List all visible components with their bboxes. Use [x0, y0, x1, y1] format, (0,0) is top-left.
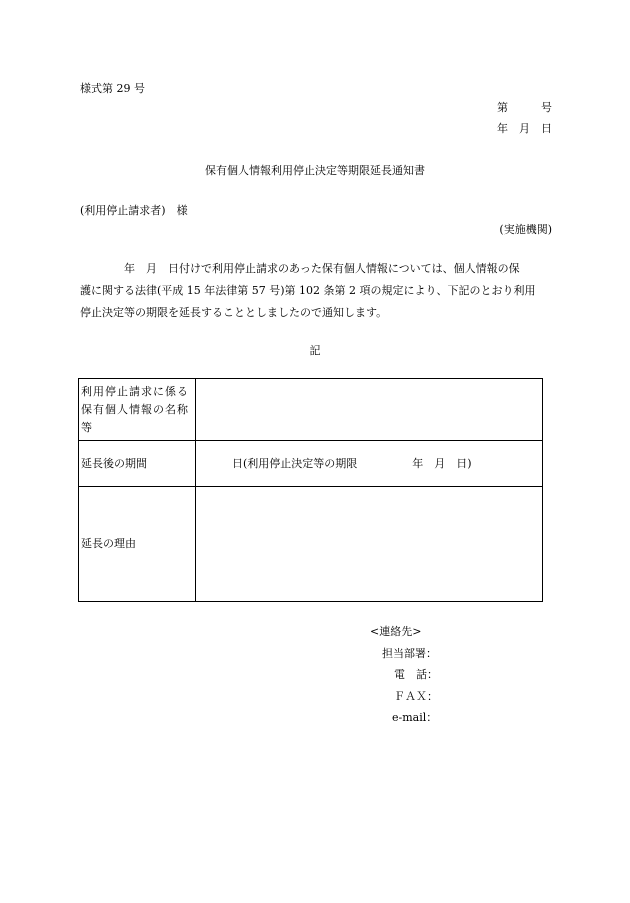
addressee: (利用停止請求者) 様	[80, 204, 188, 217]
issuing-agency: (実施機関)	[499, 223, 552, 236]
table-row	[79, 487, 543, 602]
contact-phone: 電 話：	[394, 668, 438, 681]
label-line: 利用停止請求に係る	[81, 384, 189, 398]
details-table	[78, 378, 543, 602]
extension-reason-label: 延長の理由	[79, 487, 196, 602]
contact-department: 担当部署：	[382, 647, 437, 660]
request-item-value	[196, 379, 543, 441]
contact-fax: ＦＡＸ：	[394, 690, 438, 703]
issue-date: 年 月 日	[497, 122, 552, 135]
body-line: 年 月 日付けで利用停止請求のあった保有個人情報については、個人情報の保	[124, 262, 520, 275]
body-line: 護に関する法律(平成 15 年法律第 57 号)第 102 条第 2 項の規定により、下記のとおり利用	[80, 284, 536, 297]
table-row	[79, 441, 543, 487]
request-item-label	[79, 379, 196, 441]
label-line: 保有個人情報の名称	[81, 402, 189, 416]
body-line: 停止決定等の期限を延長することとしましたので通知します。	[80, 306, 388, 319]
table-row	[79, 379, 543, 441]
document-number: 第 号	[497, 101, 552, 114]
contact-email: e-mail：	[392, 711, 438, 724]
extension-reason-value	[196, 487, 543, 602]
notice-body	[80, 258, 551, 324]
extended-period-value: 日(利用停止決定等の期限 年 月 日)	[196, 441, 543, 487]
extended-period-label: 延長後の期間	[79, 441, 196, 487]
ki-heading: 記	[309, 344, 321, 357]
contact-heading: <連絡先>	[370, 625, 422, 638]
document-title: 保有個人情報利用停止決定等期限延長通知書	[205, 164, 425, 177]
label-line: 等	[81, 420, 93, 434]
form-number: 様式第 29 号	[80, 82, 145, 95]
